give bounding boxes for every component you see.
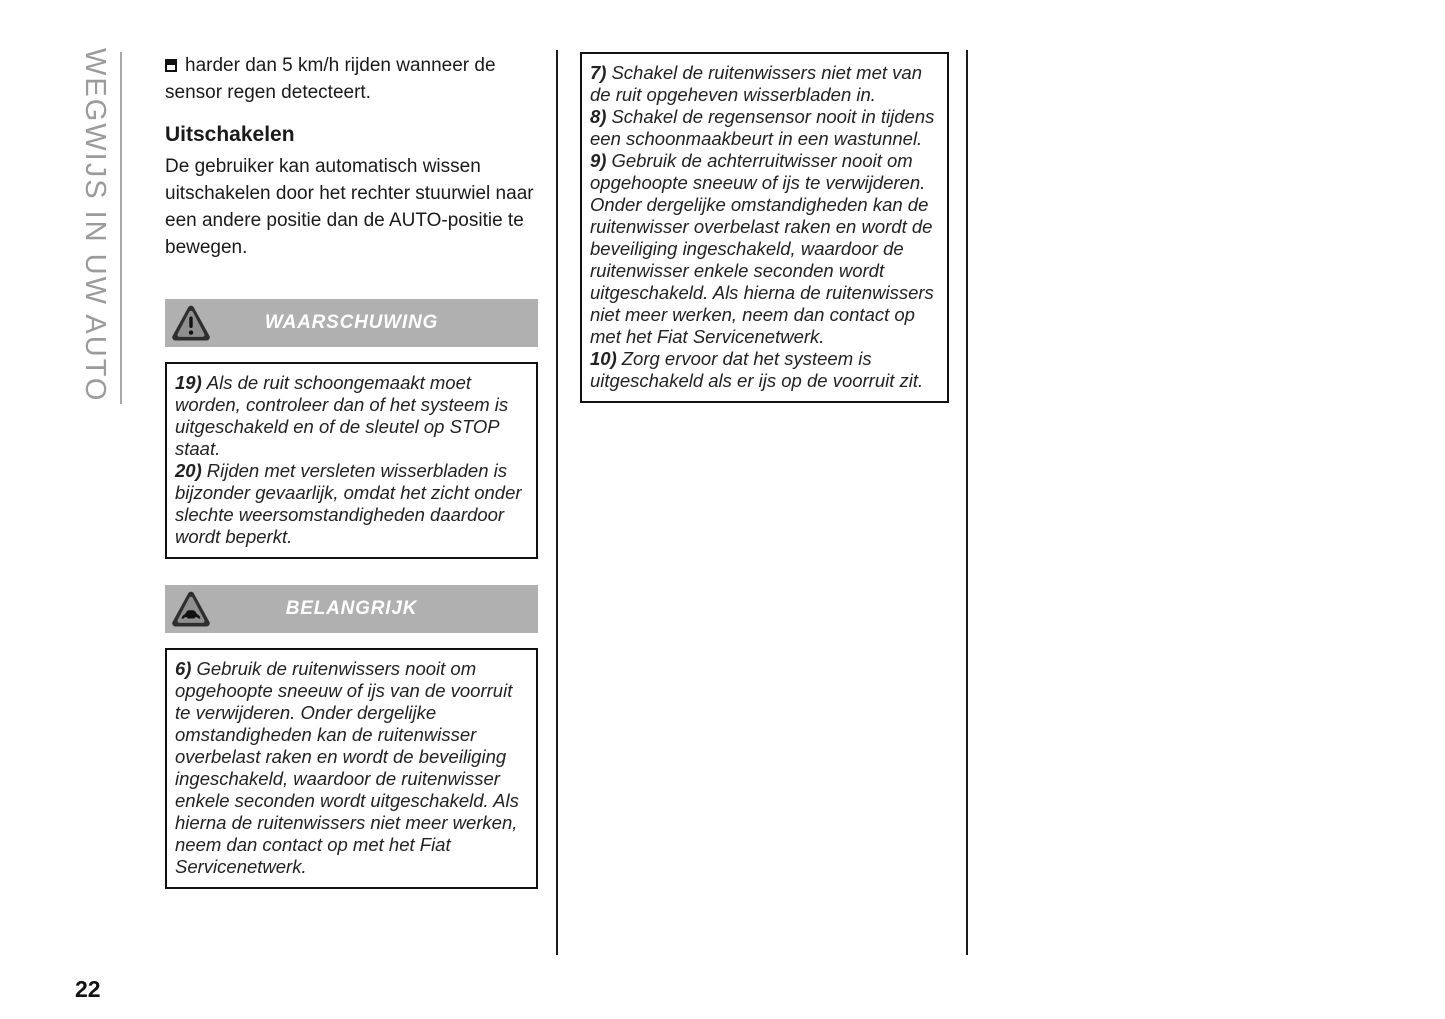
note-text: Gebruik de achterruitwisser nooit om opgehoopte sneeuw of ijs te verwijderen. Onder dergelijke omstandigheden kan de ruitenwisser overbelast raken en wordt de beveiliging ingeschakeld, waardoor de ruitenwisser enkele seconden wordt uitgeschakeld. Als hierna de ruitenwissers niet meer werken, neem dan contact op met het Fiat Servicenetwerk.: [590, 150, 934, 347]
bullet-item-text: harder dan 5 km/h rijden wanneer de sensor regen detecteert.: [165, 55, 496, 103]
note-number: 20): [175, 460, 202, 481]
note-item: [175, 460, 528, 548]
warning-banner: [165, 299, 538, 347]
note-item: [175, 658, 528, 878]
important-banner: [165, 585, 538, 633]
note-text: Schakel de ruitenwissers niet met van de ruit opgeheven wisserbladen in.: [590, 62, 922, 105]
note-number: 7): [590, 62, 607, 83]
note-number: 19): [175, 372, 202, 393]
warning-banner-label: WAARSCHUWING: [264, 312, 439, 333]
note-item: [590, 150, 939, 348]
note-number: 9): [590, 150, 607, 171]
car-triangle-icon: [170, 589, 212, 629]
note-text: Rijden met versleten wisserbladen is bijzonder gevaarlijk, omdat het zicht onder slechte weersomstandigheden daardoor wordt beperkt.: [175, 460, 522, 547]
column-divider-middle: [556, 50, 558, 955]
right-column: [580, 52, 949, 403]
sidebar-chapter-title: WEGWIJS IN UW AUTO: [79, 48, 111, 403]
page-number: 22: [75, 976, 101, 1002]
note-item: [590, 62, 939, 106]
note-text: Gebruik de ruitenwissers nooit om opgehoopte sneeuw of ijs van de voorruit te verwijderen. Onder dergelijke omstandigheden kan de ruitenwisser overbelast raken en wordt de beveiliging ingeschakeld, waardoor de ruitenwisser enkele seconden wordt uitgeschakeld. Als hierna de ruitenwissers niet meer werken, neem dan contact op met het Fiat Servicenetwerk.: [175, 658, 519, 877]
important-note-box: [165, 648, 538, 889]
right-note-box: [580, 52, 949, 403]
bullet-item: [165, 52, 538, 106]
wiper-square-icon: [165, 59, 177, 72]
note-item: [590, 348, 939, 392]
note-text: Zorg ervoor dat het systeem is uitgeschakeld als er ijs op de voorruit zit.: [590, 348, 924, 391]
warning-note-box: [165, 362, 538, 559]
warning-triangle-icon: [170, 303, 212, 343]
important-banner-label: BELANGRIJK: [285, 598, 418, 619]
section-paragraph: De gebruiker kan automatisch wissen uitschakelen door het rechter stuurwiel naar een andere positie dan de AUTO-positie te bewegen.: [165, 156, 534, 258]
left-column: [165, 52, 538, 889]
sidebar-divider-line: [120, 52, 122, 404]
section-heading: Uitschakelen: [165, 123, 295, 146]
note-item: [590, 106, 939, 150]
note-number: 8): [590, 106, 607, 127]
note-text: Schakel de regensensor nooit in tijdens een schoonmaakbeurt in een wastunnel.: [590, 106, 935, 149]
note-number: 6): [175, 658, 192, 679]
note-item: [175, 372, 528, 460]
column-divider-right: [966, 50, 968, 955]
note-text: Als de ruit schoongemaakt moet worden, controleer dan of het systeem is uitgeschakeld en of de sleutel op STOP staat.: [175, 372, 509, 459]
note-number: 10): [590, 348, 617, 369]
